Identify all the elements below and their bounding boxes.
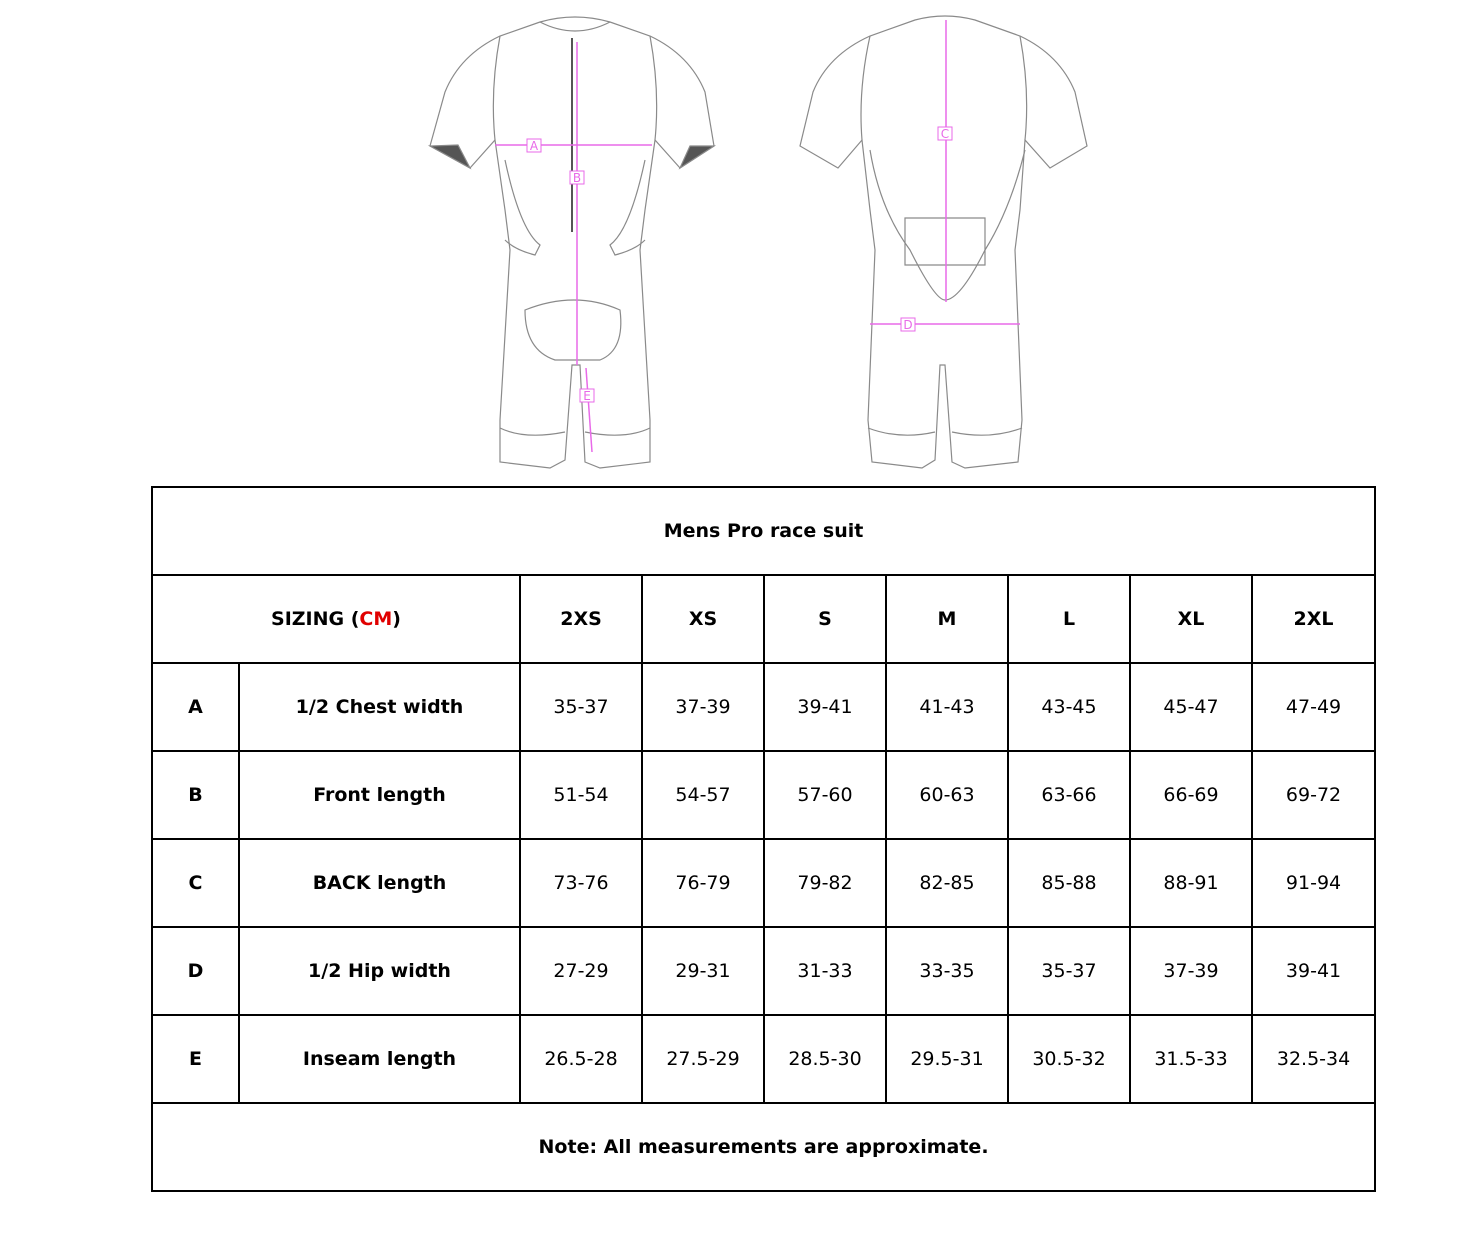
note-row xyxy=(152,1103,1375,1191)
table-cell: 31.5-33 xyxy=(1130,1015,1252,1103)
table-cell: 37-39 xyxy=(642,663,764,751)
row-name: 1/2 Hip width xyxy=(239,927,520,1015)
table-cell: 26.5-28 xyxy=(520,1015,642,1103)
table-cell: 85-88 xyxy=(1008,839,1130,927)
table-cell: 32.5-34 xyxy=(1252,1015,1375,1103)
table-title: Mens Pro race suit xyxy=(152,487,1375,575)
suit-illustration xyxy=(0,0,1480,480)
table-cell: 47-49 xyxy=(1252,663,1375,751)
row-name: Front length xyxy=(239,751,520,839)
table-cell: 69-72 xyxy=(1252,751,1375,839)
table-cell: 29-31 xyxy=(642,927,764,1015)
sizing-close: ) xyxy=(392,608,401,630)
table-cell: 57-60 xyxy=(764,751,886,839)
table-cell: 33-35 xyxy=(886,927,1008,1015)
table-cell: 60-63 xyxy=(886,751,1008,839)
table-cell: 73-76 xyxy=(520,839,642,927)
size-header: 2XL xyxy=(1252,575,1375,663)
table-cell: 45-47 xyxy=(1130,663,1252,751)
table-cell: 37-39 xyxy=(1130,927,1252,1015)
row-name: BACK length xyxy=(239,839,520,927)
title-row xyxy=(152,487,1375,575)
size-header: S xyxy=(764,575,886,663)
table-cell: 91-94 xyxy=(1252,839,1375,927)
table-cell: 88-91 xyxy=(1130,839,1252,927)
label-a: A xyxy=(529,139,539,153)
size-header: L xyxy=(1008,575,1130,663)
table-cell: 31-33 xyxy=(764,927,886,1015)
table-cell: 28.5-30 xyxy=(764,1015,886,1103)
row-letter: D xyxy=(152,927,239,1015)
size-header: 2XS xyxy=(520,575,642,663)
sizing-label: SIZING ( xyxy=(271,608,360,630)
table-cell: 82-85 xyxy=(886,839,1008,927)
row-letter: A xyxy=(152,663,239,751)
label-d: D xyxy=(903,318,913,332)
table-cell: 54-57 xyxy=(642,751,764,839)
row-name: Inseam length xyxy=(239,1015,520,1103)
label-c: C xyxy=(940,127,950,141)
table-note: Note: All measurements are approximate. xyxy=(152,1103,1375,1191)
table-cell: 66-69 xyxy=(1130,751,1252,839)
row-name: 1/2 Chest width xyxy=(239,663,520,751)
table-cell: 35-37 xyxy=(520,663,642,751)
table-cell: 43-45 xyxy=(1008,663,1130,751)
table-cell: 76-79 xyxy=(642,839,764,927)
table-cell: 39-41 xyxy=(1252,927,1375,1015)
table-cell: 35-37 xyxy=(1008,927,1130,1015)
front-suit-outline xyxy=(430,17,714,468)
table-row xyxy=(152,751,1375,839)
table-cell: 79-82 xyxy=(764,839,886,927)
table-cell: 39-41 xyxy=(764,663,886,751)
table-cell: 27-29 xyxy=(520,927,642,1015)
size-header: XL xyxy=(1130,575,1252,663)
table-cell: 30.5-32 xyxy=(1008,1015,1130,1103)
row-letter: C xyxy=(152,839,239,927)
row-letter: E xyxy=(152,1015,239,1103)
header-row xyxy=(152,575,1375,663)
garment-diagram xyxy=(0,0,1480,480)
table-cell: 51-54 xyxy=(520,751,642,839)
table-cell: 63-66 xyxy=(1008,751,1130,839)
row-letter: B xyxy=(152,751,239,839)
table-row xyxy=(152,663,1375,751)
table-cell: 29.5-31 xyxy=(886,1015,1008,1103)
sizing-header xyxy=(152,575,520,663)
size-header: XS xyxy=(642,575,764,663)
table-row xyxy=(152,839,1375,927)
table-cell: 41-43 xyxy=(886,663,1008,751)
table-row xyxy=(152,1015,1375,1103)
back-suit-outline xyxy=(800,16,1087,468)
label-e: E xyxy=(583,389,591,403)
label-b: B xyxy=(572,171,582,185)
sizing-unit: CM xyxy=(359,608,393,630)
table-cell: 27.5-29 xyxy=(642,1015,764,1103)
size-header: M xyxy=(886,575,1008,663)
size-chart-table xyxy=(151,486,1376,1192)
table-row xyxy=(152,927,1375,1015)
